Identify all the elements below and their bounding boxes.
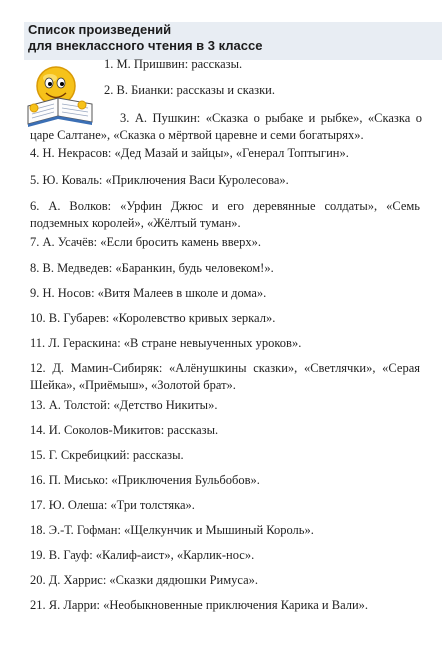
list-item: 7. А. Усачёв: «Если бросить камень вверх». bbox=[30, 235, 261, 249]
list-item: 17. Ю. Олеша: «Три толстяка». bbox=[30, 498, 195, 512]
list-item: 1. М. Пришвин: рассказы. bbox=[104, 57, 243, 71]
list-item: 13. А. Толстой: «Детство Никиты». bbox=[30, 398, 218, 412]
list-item: 16. П. Мисько: «Приключения Бульбобов». bbox=[30, 473, 260, 487]
list-item: 11. Л. Гераскина: «В стране невыученных уроков». bbox=[30, 336, 302, 350]
list-item: 15. Г. Скребицкий: рассказы. bbox=[30, 448, 184, 462]
list-item: 12. Д. Мамин-Сибиряк: «Алёнушкины сказки», «Светлячки», «Серая Шейка», «Приёмыш», «Золотой брат». bbox=[30, 361, 420, 392]
list-item: 3. А. Пушкин: «Сказка о рыбаке и рыбке», «Сказка о царе Салтане», «Сказка о мёртвой царевне и семи богатырях». bbox=[30, 111, 423, 142]
list-item: 4. Н. Некрасов: «Дед Мазай и зайцы», «Генерал Топтыгин». bbox=[30, 146, 349, 160]
list-item: 20. Д. Харрис: «Сказки дядюшки Римуса». bbox=[30, 573, 259, 587]
list-item: 18. Э.-Т. Гофман: «Щелкунчик и Мышиный Король». bbox=[30, 523, 314, 537]
title-line-1: Список произведений bbox=[28, 22, 172, 37]
list-item: 5. Ю. Коваль: «Приключения Васи Куролесова». bbox=[30, 173, 289, 187]
title-line-2: для внеклассного чтения в 3 классе bbox=[28, 38, 263, 53]
list-item: 14. И. Соколов-Микитов: рассказы. bbox=[30, 423, 219, 437]
list-item: 21. Я. Ларри: «Необыкновенные приключения Карика и Вали». bbox=[30, 598, 369, 612]
list-item: 2. В. Бианки: рассказы и сказки. bbox=[104, 83, 275, 97]
list-item: 9. Н. Носов: «Витя Малеев в школе и дома». bbox=[30, 286, 267, 300]
list-item: 8. В. Медведев: «Баранкин, будь человеком!». bbox=[30, 261, 274, 275]
list-item: 6. А. Волков: «Урфин Джюс и его деревянные солдаты», «Семь подземных королей», «Жёлтый туман». bbox=[30, 199, 420, 230]
list-item: 10. В. Губарев: «Королевство кривых зеркал». bbox=[30, 311, 276, 325]
list-item: 19. В. Гауф: «Калиф-аист», «Карлик-нос». bbox=[30, 548, 255, 562]
